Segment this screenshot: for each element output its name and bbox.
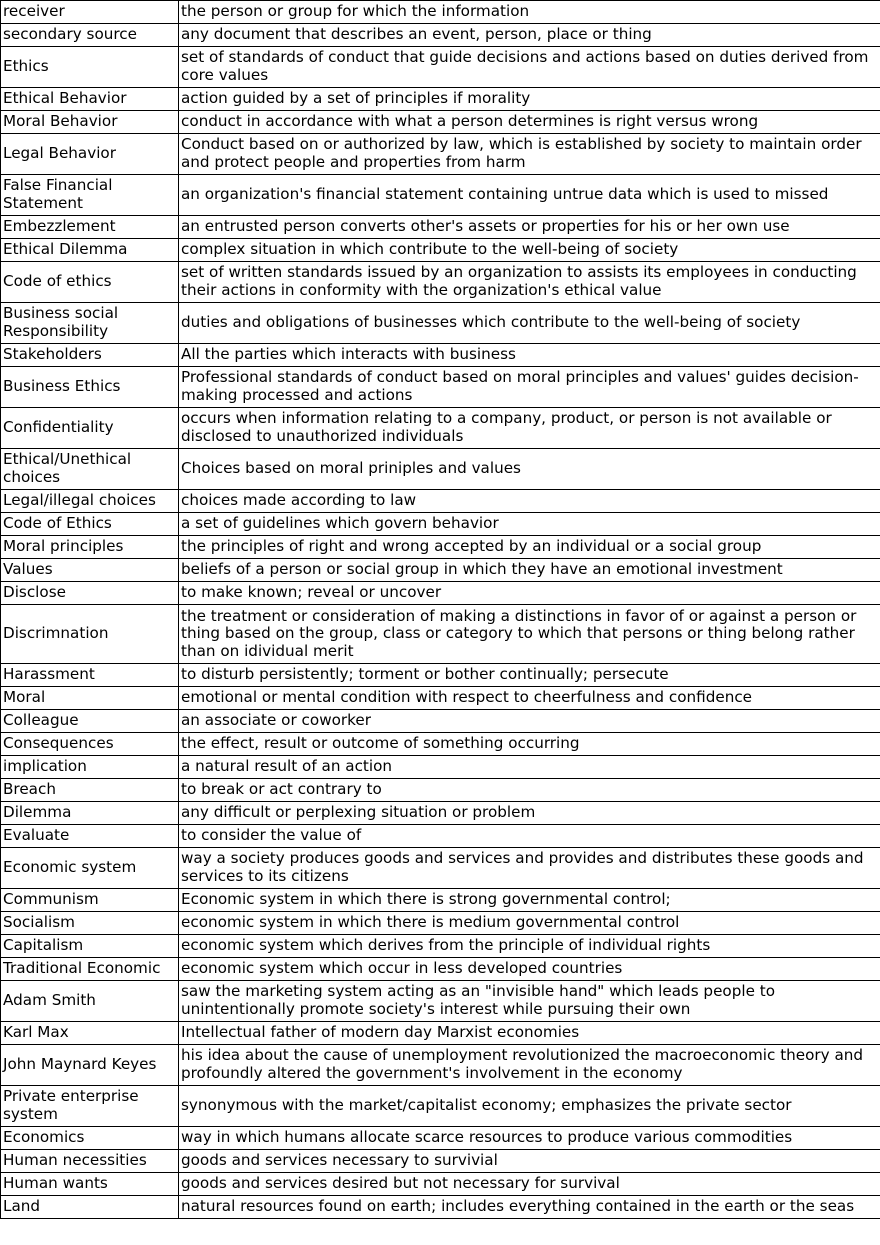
definition-cell: a set of guidelines which govern behavior [179, 513, 880, 536]
term-cell: Harassment [1, 664, 179, 687]
definition-cell: to consider the value of [179, 825, 880, 848]
table-row [1, 262, 880, 303]
table-row [1, 756, 880, 779]
term-cell: secondary source [1, 24, 179, 47]
table-row [1, 367, 880, 408]
table-row [1, 134, 880, 175]
term-cell: Ethics [1, 47, 179, 88]
table-row [1, 239, 880, 262]
definition-cell: goods and services desired but not necessary for survival [179, 1173, 880, 1196]
term-cell: Code of ethics [1, 262, 179, 303]
table-row [1, 958, 880, 981]
table-row [1, 848, 880, 889]
definition-cell: an entrusted person converts other's assets or properties for his or her own use [179, 216, 880, 239]
term-cell: Discrimnation [1, 605, 179, 664]
table-row [1, 344, 880, 367]
table-row [1, 1173, 880, 1196]
definition-cell: Professional standards of conduct based on moral principles and values' guides decision-making processed and actions [179, 367, 880, 408]
definition-cell: duties and obligations of businesses which contribute to the well-being of society [179, 303, 880, 344]
definition-cell: complex situation in which contribute to the well-being of society [179, 239, 880, 262]
definition-cell: a natural result of an action [179, 756, 880, 779]
table-row [1, 1022, 880, 1045]
definition-cell: to make known; reveal or uncover [179, 582, 880, 605]
term-cell: Legal Behavior [1, 134, 179, 175]
table-row [1, 687, 880, 710]
table-row [1, 889, 880, 912]
definition-cell: any difficult or perplexing situation or problem [179, 802, 880, 825]
table-row [1, 981, 880, 1022]
table-row [1, 802, 880, 825]
term-cell: False Financial Statement [1, 175, 179, 216]
definition-cell: natural resources found on earth; includes everything contained in the earth or the seas [179, 1196, 880, 1219]
table-row [1, 490, 880, 513]
definition-cell: All the parties which interacts with business [179, 344, 880, 367]
table-row [1, 710, 880, 733]
term-cell: Economic system [1, 848, 179, 889]
term-cell: Moral Behavior [1, 111, 179, 134]
definition-cell: saw the marketing system acting as an "invisible hand" which leads people to unintentionally promote society's interest while pursuing their own [179, 981, 880, 1022]
definition-cell: Choices based on moral priniples and values [179, 449, 880, 490]
table-row [1, 175, 880, 216]
definition-cell: Conduct based on or authorized by law, which is established by society to maintain order and protect people and properties from harm [179, 134, 880, 175]
definition-cell: set of written standards issued by an organization to assists its employees in conducting their actions in conformity with the organization's ethical value [179, 262, 880, 303]
term-cell: Breach [1, 779, 179, 802]
table-row [1, 1, 880, 24]
term-cell: implication [1, 756, 179, 779]
term-cell: Embezzlement [1, 216, 179, 239]
definition-cell: an organization's financial statement containing untrue data which is used to missed [179, 175, 880, 216]
definition-cell: way in which humans allocate scarce resources to produce various commodities [179, 1127, 880, 1150]
definition-cell: an associate or coworker [179, 710, 880, 733]
definition-cell: the effect, result or outcome of something occurring [179, 733, 880, 756]
table-row [1, 664, 880, 687]
term-cell: Moral principles [1, 536, 179, 559]
definition-cell: synonymous with the market/capitalist economy; emphasizes the private sector [179, 1086, 880, 1127]
definition-cell: the treatment or consideration of making a distinctions in favor of or against a person or thing based on the group, class or category to which that persons or thing belong rather than on idividual merit [179, 605, 880, 664]
table-row [1, 24, 880, 47]
definition-cell: Intellectual father of modern day Marxist economies [179, 1022, 880, 1045]
definition-cell: economic system which occur in less developed countries [179, 958, 880, 981]
table-row [1, 449, 880, 490]
table-row [1, 1127, 880, 1150]
definition-cell: the person or group for which the information [179, 1, 880, 24]
term-cell: Dilemma [1, 802, 179, 825]
definition-cell: emotional or mental condition with respect to cheerfulness and confidence [179, 687, 880, 710]
term-cell: Stakeholders [1, 344, 179, 367]
table-row [1, 582, 880, 605]
term-cell: Moral [1, 687, 179, 710]
term-cell: Code of Ethics [1, 513, 179, 536]
term-cell: Human wants [1, 1173, 179, 1196]
definition-cell: occurs when information relating to a company, product, or person is not available or disclosed to unauthorized individuals [179, 408, 880, 449]
definition-cell: way a society produces goods and services and provides and distributes these goods and services to its citizens [179, 848, 880, 889]
term-cell: Karl Max [1, 1022, 179, 1045]
definition-cell: any document that describes an event, person, place or thing [179, 24, 880, 47]
term-cell: Socialism [1, 912, 179, 935]
term-cell: Evaluate [1, 825, 179, 848]
table-row [1, 1045, 880, 1086]
term-cell: Ethical Dilemma [1, 239, 179, 262]
term-cell: Consequences [1, 733, 179, 756]
table-row [1, 825, 880, 848]
term-cell: receiver [1, 1, 179, 24]
term-cell: Private enterprise system [1, 1086, 179, 1127]
table-row [1, 912, 880, 935]
table-row [1, 408, 880, 449]
term-cell: Adam Smith [1, 981, 179, 1022]
definition-cell: goods and services necessary to survivial [179, 1150, 880, 1173]
table-row [1, 605, 880, 664]
term-cell: Ethical/Unethical choices [1, 449, 179, 490]
definition-cell: the principles of right and wrong accepted by an individual or a social group [179, 536, 880, 559]
term-cell: Land [1, 1196, 179, 1219]
table-row [1, 1086, 880, 1127]
table-row [1, 733, 880, 756]
table-row [1, 88, 880, 111]
definition-cell: economic system which derives from the principle of individual rights [179, 935, 880, 958]
term-cell: John Maynard Keyes [1, 1045, 179, 1086]
table-row [1, 779, 880, 802]
definition-cell: economic system in which there is medium governmental control [179, 912, 880, 935]
definition-cell: action guided by a set of principles if morality [179, 88, 880, 111]
definition-cell: beliefs of a person or social group in which they have an emotional investment [179, 559, 880, 582]
table-row [1, 111, 880, 134]
table-row [1, 1150, 880, 1173]
term-cell: Confidentiality [1, 408, 179, 449]
definition-cell: to disturb persistently; torment or bother continually; persecute [179, 664, 880, 687]
term-cell: Business social Responsibility [1, 303, 179, 344]
term-cell: Ethical Behavior [1, 88, 179, 111]
definition-cell: set of standards of conduct that guide decisions and actions based on duties derived from core values [179, 47, 880, 88]
table-row [1, 303, 880, 344]
term-cell: Disclose [1, 582, 179, 605]
term-cell: Legal/illegal choices [1, 490, 179, 513]
table-row [1, 1196, 880, 1219]
table-row [1, 559, 880, 582]
term-cell: Business Ethics [1, 367, 179, 408]
table-row [1, 513, 880, 536]
term-cell: Economics [1, 1127, 179, 1150]
term-cell: Communism [1, 889, 179, 912]
definition-cell: choices made according to law [179, 490, 880, 513]
term-cell: Traditional Economic [1, 958, 179, 981]
definition-cell: to break or act contrary to [179, 779, 880, 802]
term-cell: Values [1, 559, 179, 582]
table-row [1, 935, 880, 958]
term-cell: Colleague [1, 710, 179, 733]
glossary-body [1, 1, 880, 1219]
definition-cell: conduct in accordance with what a person determines is right versus wrong [179, 111, 880, 134]
table-row [1, 216, 880, 239]
table-row [1, 536, 880, 559]
table-row [1, 47, 880, 88]
definition-cell: Economic system in which there is strong governmental control; [179, 889, 880, 912]
term-cell: Capitalism [1, 935, 179, 958]
term-cell: Human necessities [1, 1150, 179, 1173]
definition-cell: his idea about the cause of unemployment revolutionized the macroeconomic theory and profoundly altered the government's involvement in the economy [179, 1045, 880, 1086]
